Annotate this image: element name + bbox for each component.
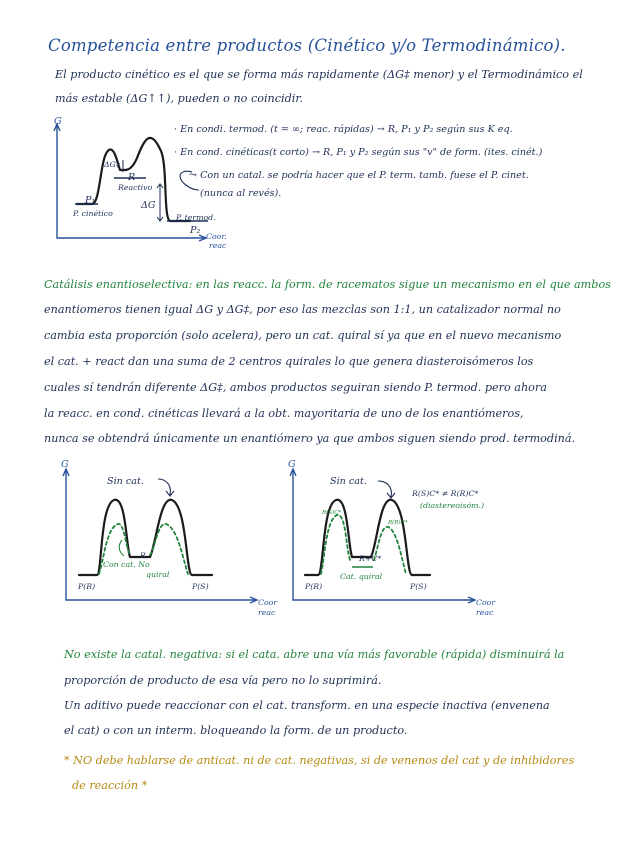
- g2-axis-label: G: [61, 459, 69, 470]
- p-cinetico-label: P. cinético: [73, 209, 113, 218]
- pr3-label: P(R): [305, 582, 323, 591]
- g3-axis-label: G: [288, 459, 296, 470]
- bullet-catal-note: (nunca al revés).: [200, 188, 282, 199]
- ps-label: P(S): [192, 582, 209, 591]
- catalysis-line: Catálisis enantioselectiva: en las reacc. la form. de racematos sigue un mecanismo en el que ambos: [44, 278, 611, 291]
- bullet-catal: ⤳ Con un catal. se podría hacer que el P. term. tamb. fuese el P. cinet.: [189, 170, 529, 181]
- rrc-label: R(R)C*: [388, 520, 408, 526]
- x-axis-label-2: reac: [209, 241, 227, 250]
- p2-label: P₂: [190, 225, 201, 236]
- catalysis-line: la reacc. en cond. cinéticas llevará a la obt. mayoritaria de uno de los enantiómeros,: [44, 407, 524, 420]
- diast-label: R(S)C* ≠ R(R)C*: [412, 489, 479, 498]
- catalysis-line: cuales sí tendrán diferente ΔG‡, ambos productos seguiran siendo P. termod. pero ahora: [44, 381, 547, 394]
- bullet-cinetica: · En cond. cinéticas(t corto) → R, P₁ y P₂ según sus "v" de form. (ites. cinét.): [174, 147, 543, 158]
- catalysis-line: enantiomeros tienen igual ΔG y ΔG‡, por eso las mezclas son 1:1, un catalizador normal no: [44, 303, 561, 316]
- negative-line: proporción de producto de esa vía pero no lo suprimirá.: [64, 674, 382, 687]
- ps3-label: P(S): [410, 582, 427, 591]
- g-axis-label: G: [54, 116, 62, 127]
- pr-label: P(R): [78, 582, 96, 591]
- ts-label: ΔG‡: [104, 160, 120, 169]
- page-title: Competencia entre productos (Cinético y/o Termodinámico).: [48, 36, 566, 55]
- sin-cat-arrow-3: [378, 481, 391, 497]
- x-axis-label: Coor.: [206, 232, 227, 241]
- rc-label: R+C*: [359, 554, 382, 563]
- catalysis-line: el cat. + react dan una suma de 2 centros quirales lo que genera diasteroisómeros los: [44, 355, 534, 368]
- p1-label: P₁: [85, 195, 96, 206]
- sin-cat-label-3: Sin cat.: [330, 476, 367, 487]
- dg-label: ΔG: [141, 200, 156, 211]
- x3-axis-label: Coor: [476, 598, 496, 607]
- x2-axis-label: Coor: [258, 598, 278, 607]
- intro-line: más estable (ΔG↑↑), pueden o no coincidir.: [55, 92, 303, 105]
- r2-label: R: [140, 551, 146, 560]
- catalysis-line: nunca se obtendrá únicamente un enantiómero ya que ambos siguen siendo prod. termodiná.: [44, 432, 576, 445]
- sin-cat-label: Sin cat.: [107, 476, 144, 487]
- cat-quiral-label: Cat. quiral: [340, 572, 383, 581]
- note-line: de reacción *: [72, 779, 148, 792]
- x3-axis-label-2: reac: [476, 608, 494, 617]
- p-termod-label: P. termod.: [176, 213, 216, 222]
- negative-line: el cat) o con un interm. bloqueando la form. de un producto.: [64, 724, 408, 737]
- reactivo-label: Reactivo: [118, 183, 153, 192]
- negative-line: Un aditivo puede reaccionar con el cat. transform. en una especie inactiva (envenena: [64, 699, 550, 712]
- rsc-label: R(S)C*: [322, 510, 342, 516]
- diast-sub-label: (diastereoisóm.): [420, 501, 485, 510]
- negative-line: No existe la catal. negativa: si el cata. abre una vía más favorable (rápida) disminuirá la: [64, 648, 565, 661]
- quiral-label: quiral: [146, 570, 170, 579]
- catalysis-line: cambia esta proporción (solo acelera), pero un cat. quiral sí ya que en el nuevo mecanismo: [44, 329, 562, 342]
- intro-line: El producto cinético es el que se forma más rapidamente (ΔG‡ menor) y el Termodinámico el: [55, 68, 583, 81]
- bullet-termod: · En condi. termod. (t = ∞; reac. rápidas) → R, P₁ y P₂ según sus K eq.: [174, 124, 513, 135]
- con-cat-label: Con cat. No: [103, 560, 150, 569]
- x2-axis-label-2: reac: [258, 608, 276, 617]
- r-label: R: [128, 172, 136, 183]
- note-line: * NO debe hablarse de anticat. ni de cat. negativas, si de venenos del cat y de inhibidores: [64, 754, 575, 767]
